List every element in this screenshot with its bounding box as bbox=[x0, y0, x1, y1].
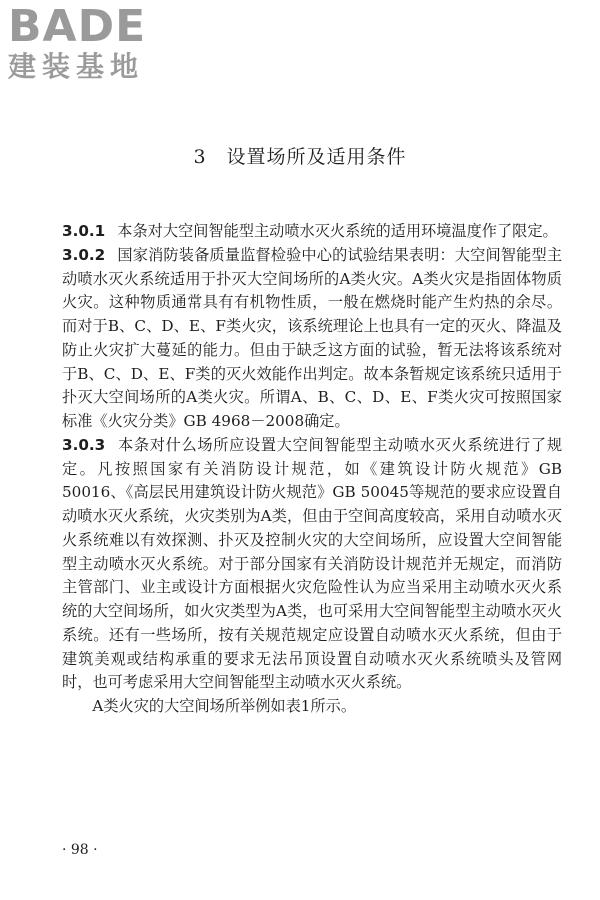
page-number: · 98 · bbox=[62, 842, 98, 858]
chapter-title: 3 设置场所及适用条件 bbox=[193, 146, 407, 168]
bade-logo bbox=[8, 1, 178, 90]
clause-number: 3.0.1 bbox=[62, 222, 106, 240]
closing-paragraph: A类火灾的大空间场所举例如表1所示。 bbox=[92, 697, 357, 715]
clause-text: 本条对大空间智能型主动喷水灭火系统的适用环境温度作了限定。 bbox=[117, 222, 558, 240]
logo-subtitle: 建装基地 bbox=[8, 50, 145, 83]
clause-number: 3.0.2 bbox=[62, 245, 106, 264]
clause-text: 本条对什么场所应设置大空间智能型主动喷水灭火系统进行了规定。凡按照国家有关消防设计规范，如《建筑设计防火规范》GB 50016、《高层民用建筑设计防火规范》GB 50045等规范的要求应设置自动喷水灭火系统，火灾类别为A类，但由于空间高度较高，采用自动喷水灭火系统难以有效探测、扑灭及控制火灾的大空间场所，应设置大空间智能型主动喷水灭火系统。对于部分国家有关消防设计规范并无规定，而消防主管部门、业主或设计方面根据火灾危险性认为应当采用主动喷水灭火系统的大空间场所，如火灾类型为A类，也可采用大空间智能型主动喷水灭火系统。还有一些场所，按有关规范规定应设置自动喷水灭火系统，但由于建筑美观或结构承重的要求无法吊顶设置自动喷水灭火系统喷头及管网时，也可考虑采用大空间智能型主动喷水灭火系统。 bbox=[62, 435, 562, 692]
logo-wordmark: BADE bbox=[8, 1, 147, 52]
clause-3-0-1 bbox=[62, 220, 562, 244]
clause-text: 国家消防装备质量监督检验中心的试验结果表明：大空间智能型主动喷水灭火系统适用于扑灭大空间场所的A类火灾。A类火灾是指固体物质火灾。这种物质通常具有有机物性质，一般在燃烧时能产生灼热的余尽。而对于B、C、D、E、F类火灾，该系统理论上也具有一定的灭火、降温及防止火灾扩大蔓延的能力。但由于缺乏这方面的试验，暂无法将该系统对于B、C、D、E、F类的灭火效能作出判定。故本条暂规定该系统只适用于扑灭大空间场所的A类火灾。所谓A、B、C、D、E、F类火灾可按照国家标准《火灾分类》GB 4968－2008确定。 bbox=[62, 245, 562, 430]
clause-number: 3.0.3 bbox=[62, 435, 106, 454]
document-body bbox=[62, 220, 562, 719]
clause-3-0-3 bbox=[62, 434, 562, 695]
clause-3-0-2 bbox=[62, 244, 562, 434]
